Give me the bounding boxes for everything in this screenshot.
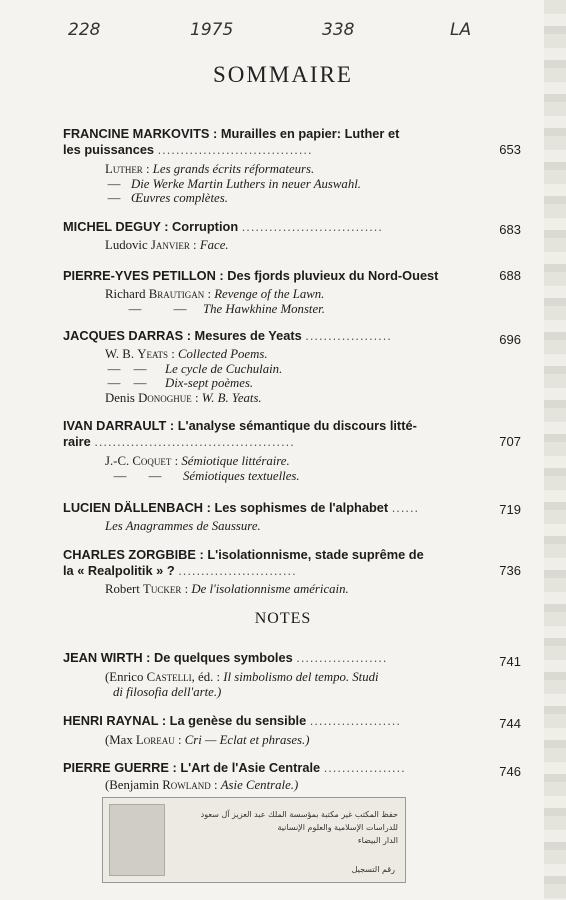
leader-dots: .................... <box>309 713 401 728</box>
reviewed-work: Ludovic Janvier : Face. <box>105 238 229 252</box>
reviewed-work: di filosofia dell'arte.) <box>113 684 222 699</box>
article-title: Mesures de Yeats <box>194 328 302 343</box>
toc-entry <box>63 500 521 534</box>
page-number: 653 <box>499 142 521 157</box>
reviewed-work: (Enrico Castelli, éd. : Il simbolismo del tempo. Studi <box>105 670 379 684</box>
article-title: les puissances <box>63 142 155 157</box>
reviewed-work: — — Le cycle de Cuchulain. <box>107 361 283 376</box>
handwritten-note: 1975 <box>190 20 234 40</box>
author-name: MICHEL DEGUY : <box>63 219 169 234</box>
leader-dots: ............................................ <box>94 434 295 449</box>
leader-dots: ............................... <box>241 219 383 234</box>
author-name: HENRI RAYNAL : <box>63 713 167 728</box>
toc-entry-heading <box>63 126 521 158</box>
reviewed-work: — — The Hawkhine Monster. <box>128 301 325 316</box>
article-title: De quelques symboles <box>154 650 293 665</box>
seal-image <box>109 804 165 876</box>
reviewed-work: Richard Brautigan : Revenge of the Lawn. <box>105 287 325 301</box>
reviewed-work: — — Dix-sept poèmes. <box>107 376 254 390</box>
article-title: la « Realpolitik » ? <box>63 563 175 578</box>
page-title: SOMMAIRE <box>213 62 353 87</box>
page-number: 719 <box>499 502 521 517</box>
leader-dots: .......................... <box>178 563 297 578</box>
article-title: raire <box>63 434 91 449</box>
reviewed-work: — Œuvres complètes. <box>107 191 228 205</box>
author-name: CHARLES ZORGBIBE : <box>63 547 204 562</box>
author-name: FRANCINE MARKOVITS : <box>63 126 218 141</box>
handwritten-note: 228 <box>68 20 101 40</box>
reviewed-work: (Benjamin Rowland : Asie Centrale.) <box>105 778 299 792</box>
page-edge <box>544 0 566 900</box>
stamp-footer: رقم التسجيل <box>351 865 395 874</box>
handwritten-note: LA <box>450 20 472 40</box>
leader-dots: ................... <box>305 328 392 343</box>
article-title: La genèse du sensible <box>169 713 307 728</box>
reviewed-work: Robert Tucker : De l'isolationnisme américain. <box>105 582 349 596</box>
article-title: L'isolationnisme, stade suprême de <box>207 547 424 562</box>
page-number: 744 <box>499 716 521 731</box>
toc-entry-heading <box>63 219 521 235</box>
author-name: IVAN DARRAULT : <box>63 418 175 433</box>
page-number: 736 <box>499 563 521 578</box>
handwritten-note: 338 <box>322 20 355 40</box>
reviewed-work: Les Anagrammes de Saussure. <box>105 519 261 533</box>
article-title: L'Art de l'Asie Centrale <box>180 760 321 775</box>
author-name: JACQUES DARRAS : <box>63 328 191 343</box>
leader-dots: .................. <box>323 760 406 775</box>
page-number: 688 <box>499 268 521 283</box>
toc-entry <box>63 126 521 206</box>
toc-entry-heading <box>63 760 521 779</box>
page-number: 746 <box>499 764 521 779</box>
toc-entry <box>63 760 521 793</box>
toc-entry-heading <box>63 268 521 284</box>
article-title: L'analyse sémantique du discours litté- <box>177 418 417 433</box>
stamp-text: حفظ المكتب غير مكتبة بمؤسسة الملك عبد العزيز آل سعود للدراسات الإسلامية والعلوم الإنسانية الدار البيضاء <box>200 810 398 845</box>
toc-entry <box>63 713 521 748</box>
toc-entry-heading <box>63 650 521 669</box>
section-title: NOTES <box>254 610 312 627</box>
article-title: Les sophismes de l'alphabet <box>214 500 389 515</box>
article-title: Corruption <box>172 219 239 234</box>
library-stamp <box>102 797 406 883</box>
toc-entry-heading <box>63 418 521 450</box>
toc-entry-heading <box>63 328 521 347</box>
toc-entry-heading <box>63 500 521 516</box>
article-title: Des fjords pluvieux du Nord-Ouest <box>227 268 439 283</box>
reviewed-work: Denis Donoghue : W. B. Yeats. <box>105 390 262 405</box>
toc-entry-heading <box>63 547 521 579</box>
leader-dots: ...... <box>391 500 420 515</box>
author-name: LUCIEN DÄLLENBACH : <box>63 500 211 515</box>
toc-entry <box>63 268 521 316</box>
author-name: JEAN WIRTH : <box>63 650 151 665</box>
page-number: 683 <box>499 222 521 237</box>
author-name: PIERRE-YVES PETILLON : <box>63 268 224 283</box>
reviewed-work: — — Sémiotiques textuelles. <box>113 468 300 483</box>
author-name: PIERRE GUERRE : <box>63 760 177 775</box>
toc-entry <box>63 219 521 253</box>
reviewed-work: J.-C. Coquet : Sémiotique littéraire. <box>105 454 290 468</box>
page-number: 707 <box>499 434 521 449</box>
page-number: 741 <box>499 654 521 669</box>
reviewed-work: — Die Werke Martin Luthers in neuer Auswahl. <box>107 176 361 191</box>
toc-entry <box>63 418 521 483</box>
leader-dots: .................... <box>296 650 388 665</box>
toc-entry-heading <box>63 713 521 729</box>
toc-entry <box>63 328 521 405</box>
reviewed-work: Luther : Les grands écrits réformateurs. <box>105 162 315 176</box>
reviewed-work: (Max Loreau : Cri — Eclat et phrases.) <box>105 733 310 747</box>
page-number: 696 <box>499 332 521 347</box>
leader-dots: .................................. <box>157 142 313 157</box>
reviewed-work: W. B. Yeats : Collected Poems. <box>105 347 268 361</box>
toc-entry <box>63 650 521 699</box>
article-title: Murailles en papier: Luther et <box>220 126 400 141</box>
toc-entry <box>63 547 521 597</box>
